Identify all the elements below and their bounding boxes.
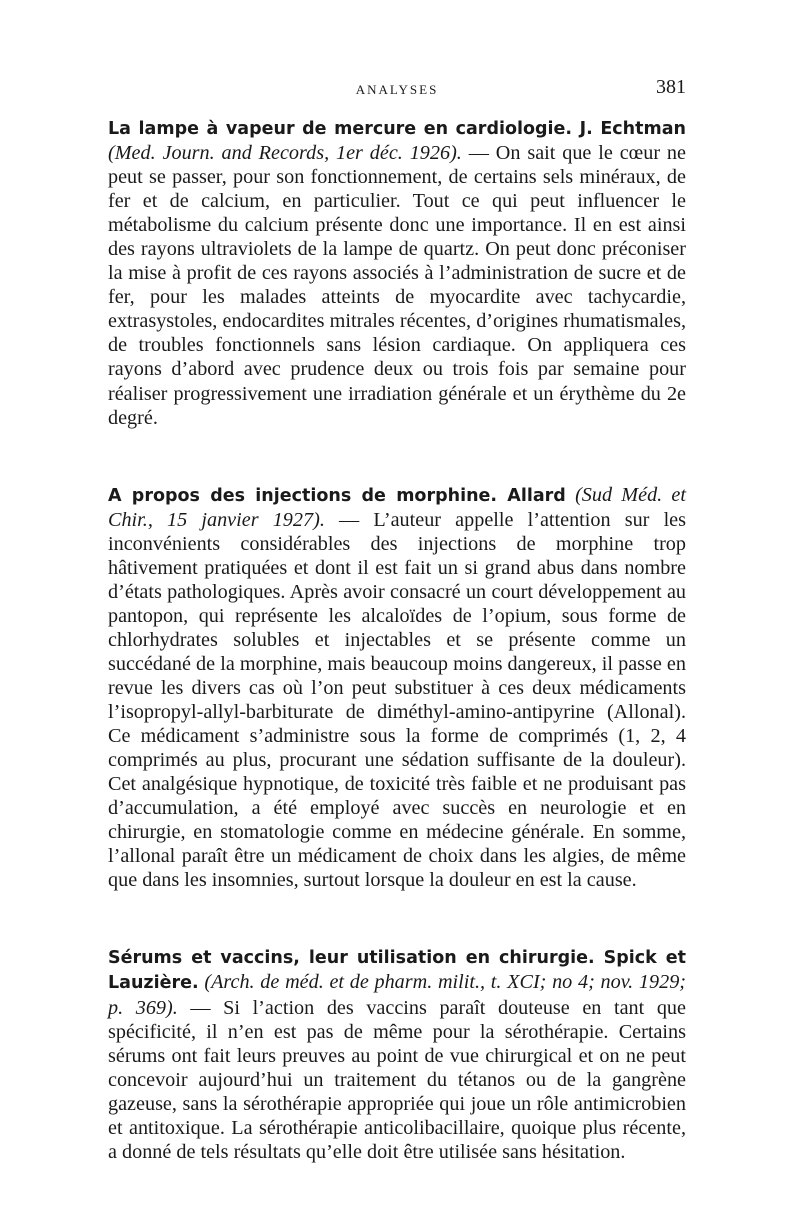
article-source: (Med. Journ. and Records, 1er déc. 1926). (108, 142, 462, 165)
article-source: (Sud Méd. et Chir., 15 janvier 1927). (108, 483, 686, 531)
article-text: — L’auteur appelle l’attention sur les inconvénients considérables des injections de morphine trop hâtivement pratiquées et dont il est fait un si grand abus dans nombre d’états pathologiques. Après avoir consacré un court développement au pantopon, qui représente les alcaloïdes de l’opium, sous forme de chlorhydrates solubles et injectables et se présente comme un succédané de la morphine, mais beaucoup moins dangereux, il passe en revue les divers cas où l’on peut substituer à ces deux médicaments l’isopropyl-allyl-barbiturate de diméthyl-amino-antipyrine (Allonal). Ce médicament s’administre sous la forme de comprimés (1, 2, 4 comprimés au plus, procurant une sédation suffisante de la douleur). Cet analgésique hypnotique, de toxicité très faible et ne produisant pas d’accumulation, a été employé avec succès en neurologie et en chirurgie, en stomatologie comme en médecine générale. En somme, l’allonal paraît être un médicament de choix dans les algies, de même que dans les insomnies, surtout lorsque la douleur en est la cause. (108, 508, 686, 892)
article-body (108, 116, 686, 1164)
article-mercury-lamp (108, 116, 686, 430)
running-head (108, 78, 686, 100)
article-heading: A propos des injections de morphine. Allard (108, 485, 566, 506)
article-serums-vaccines (108, 945, 686, 1163)
article-text: — Si l’action des vaccins paraît douteuse en tant que spécificité, il n’en est pas de même pour la sérothérapie. Certains sérums ont fait leurs preuves au point de vue chirurgical et on ne peut concevoir aujourd’hui un traitement du tétanos ou de la gangrène gazeuse, sans la sérothérapie appropriée qui joue un rôle antimicrobien et antitoxique. La sérothérapie anticolibacillaire, quoique plus récente, a donné de tels résultats qu’elle doit être utilisée sans hésitation. (108, 996, 686, 1163)
page-number: 381 (656, 76, 686, 98)
article-morphine (108, 483, 686, 893)
article-heading: Sérums et vaccins, leur utilisation en chirurgie. Spick et Lauzière. (108, 948, 686, 994)
article-heading: La lampe à vapeur de mercure en cardiologie. J. Echtman (108, 119, 686, 139)
article-text: — On sait que le cœur ne peut se passer, pour son fonctionnement, de certains sels minéraux, de fer et de calcium, en particulier. Tout ce qui peut influencer le métabolisme du calcium présente donc une importance. Il en est ainsi des rayons ultraviolets de la lampe de quartz. On peut donc préconiser la mise à profit de ces rayons associés à l’administration de sucre et de fer, pour les malades atteints de myocardite avec tachycardie, extrasystoles, endocardites mitrales récentes, d’origines rhumatismales, de troubles fonctionnels sans lésion cardiaque. On appliquera ces rayons d’abord avec prudence deux ou trois fois par semaine pour réaliser progressivement une irradiation générale et un érythème du 2e degré. (108, 142, 686, 429)
running-title: ANALYSES (355, 82, 439, 97)
article-source: (Arch. de méd. et de pharm. milit., t. XCI; no 4; nov. 1929; p. 369). (108, 971, 687, 1019)
